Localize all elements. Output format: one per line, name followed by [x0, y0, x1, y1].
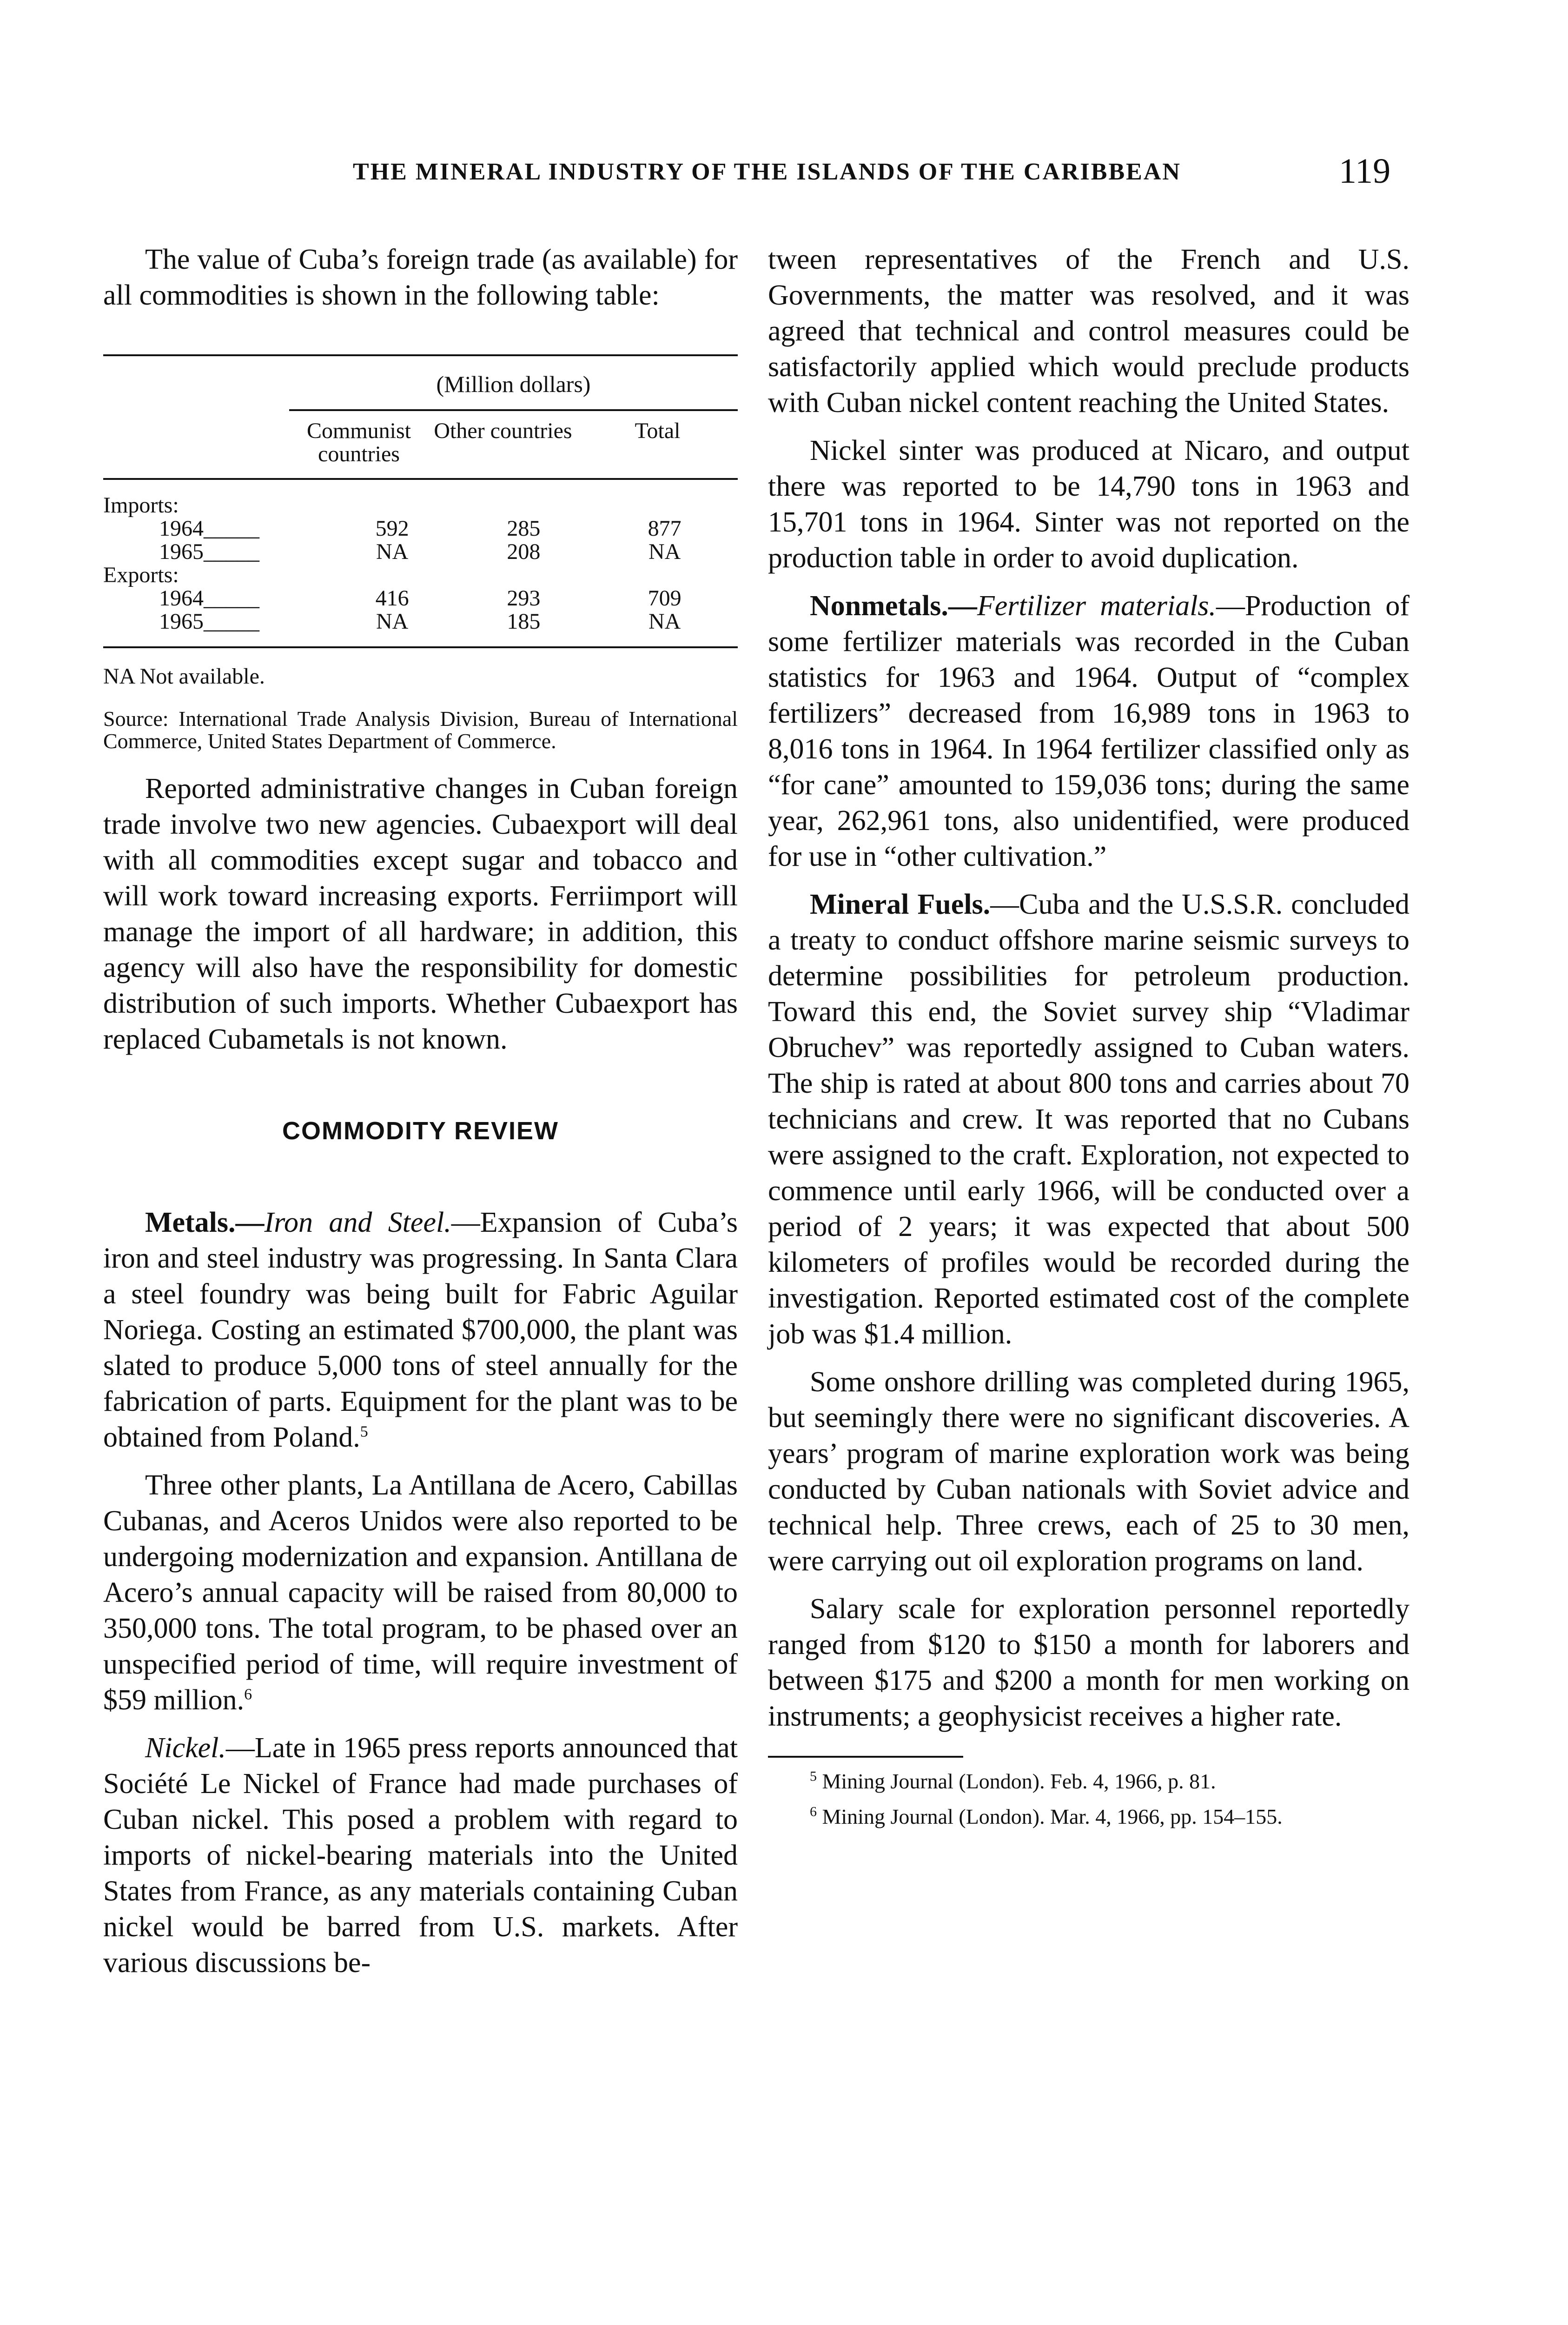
footnote-text: Mining Journal (London). Feb. 4, 1966, p. 81.: [822, 1769, 1216, 1793]
table-header-row: [103, 419, 738, 480]
cell-other: 185: [507, 609, 541, 634]
footnote-number: 5: [810, 1768, 817, 1784]
footnote-number: 6: [810, 1804, 817, 1820]
nickel-subhead: Nickel.: [145, 1732, 226, 1764]
cell-communist: 592: [375, 516, 409, 541]
cell-communist: 416: [375, 586, 409, 611]
footnote-ref-6: 6: [244, 1686, 252, 1703]
salary-paragraph: Salary scale for exploration personnel reportedly ranged from $120 to $150 a month for laborers and between $175 and $200 a month for men working on instruments; a geophysicist receives a higher rate.: [768, 1593, 1409, 1732]
cell-total: 877: [648, 516, 681, 541]
running-header: THE MINERAL INDUSTRY OF THE ISLANDS OF THE CARIBBEAN: [353, 159, 1181, 185]
cell-other: 293: [507, 586, 541, 611]
footnote-6: [768, 1805, 1409, 1828]
metals-subhead: Iron and Steel.: [264, 1207, 451, 1238]
plants-paragraph: [103, 1468, 738, 1718]
fuels-text: —Cuba and the U.S.S.R. concluded a treaty to conduct offshore marine seismic surveys to determine possibilities for petroleum production. Toward this end, the Soviet survey ship “Vladimar Obruchev” was reportedly assigned to Cuban waters. The ship is rated at about 800 tons and carries about 70 technicians and crew. It was reported that no Cubans were assigned to the craft. Exploration, not expected to commence until early 1966, will be conducted over a period of 2 years; it was expected that about 500 kilometers of profiles would be recorded during the investigation. Reported estimated cost of the complete job was $1.4 million.: [768, 889, 1409, 1350]
group-label-exports: Exports:: [103, 563, 179, 587]
table-unit: (Million dollars): [436, 371, 591, 397]
nonmetals-paragraph: [768, 588, 1409, 875]
intro-paragraph: The value of Cuba’s foreign trade (as available) for all commodities is shown in the following table:: [103, 244, 738, 311]
nickel-text: —Late in 1965 press reports announced that Société Le Nickel of France had made purchases of Cuban nickel. This posed a problem with regard to imports of nickel-bearing materials into the United States from France, as any materials containing Cuban nickel would be barred from U.S. markets. After various discussions be-: [103, 1732, 738, 1979]
row-year: 1965_____: [159, 609, 259, 634]
table-row: [103, 587, 738, 610]
cell-total: NA: [648, 609, 681, 634]
drilling-paragraph: Some onshore drilling was completed during 1965, but seemingly there were no significant discoveries. A years’ program of marine exploration work was being conducted by Cuban nationals with Soviet advice and technical help. Three crews, each of 25 to 30 men, were carrying out oil exploration programs on land.: [768, 1366, 1409, 1577]
table-body: [103, 480, 738, 648]
table-source: Source: International Trade Analysis Division, Bureau of International Commerce, United States Department of Commerce.: [103, 707, 738, 753]
nonmetals-runin: Nonmetals.—: [810, 590, 977, 622]
nonmetals-text: —Production of some fertilizer materials was recorded in the Cuban statistics for 1963 and 1964. Output of “complex fertilizers” decreased from 16,989 tons in 1963 to 8,016 tons in 1964. In 1964 fertilizer classified only as “for cane” amounted to 159,036 tons; during the same year, 262,961 tons, also unidentified, were produced for use in “other cultivation.”: [768, 590, 1409, 872]
footnote-rule: [768, 1756, 963, 1758]
footnote-text: Mining Journal (London). Mar. 4, 1966, pp. 154–155.: [822, 1805, 1283, 1828]
cell-other: 285: [507, 516, 541, 541]
table-row: [103, 540, 738, 564]
fuels-paragraph: [768, 887, 1409, 1352]
table-sub-rule: [289, 409, 738, 411]
nonmetals-subhead: Fertilizer materials.: [977, 590, 1217, 622]
plants-text: Three other plants, La Antillana de Acero, Cabillas Cubanas, and Aceros Unidos were also reported to be undergoing modernization and expansion. Antillana de Acero’s annual capacity will be raised from 80,000 to 350,000 tons. The total program, to be phased over an unspecified period of time, will require investment of $59 million.: [103, 1469, 738, 1716]
metals-paragraph: [103, 1205, 738, 1455]
cell-other: 208: [507, 539, 541, 564]
right-column: [768, 242, 1409, 1840]
row-year: 1964_____: [159, 586, 259, 611]
metals-runin: Metals.—: [145, 1207, 265, 1238]
admin-paragraph: Reported administrative changes in Cuban foreign trade involve two new agencies. Cubaexport will deal with all commodities except sugar and tobacco and will work toward increasing exports. Ferriimport will manage the import of all hardware; in addition, this agency will also have the responsibility for domestic distribution of such imports. Whether Cubaexport has replaced Cubametals is not known.: [103, 773, 738, 1055]
continued-paragraph: tween representatives of the French and U.S. Governments, the matter was resolved, and it was agreed that technical and control measures could be satisfactorily applied which would preclude products with Cuban nickel content reaching the United States.: [768, 244, 1409, 418]
metals-text: —Expansion of Cuba’s iron and steel industry was progressing. In Santa Clara a steel foundry was being built for Fabric Aguilar Noriega. Costing an estimated $700,000, the plant was slated to produce 5,000 tons of steel annually for the fabrication of parts. Equipment for the plant was to be obtained from Poland.: [103, 1207, 738, 1453]
row-year: 1964_____: [159, 516, 259, 541]
cell-total: NA: [648, 539, 681, 564]
group-label-imports: Imports:: [103, 493, 179, 518]
footnote-5: [768, 1770, 1409, 1793]
col-header-communist: Communist countries: [306, 418, 411, 466]
nickel-paragraph: [103, 1730, 738, 1981]
fuels-runin: Mineral Fuels.: [810, 889, 991, 920]
table-row: [103, 517, 738, 540]
row-year: 1965_____: [159, 539, 259, 564]
page-number: 119: [1339, 152, 1391, 191]
cell-total: 709: [648, 586, 681, 611]
sinter-paragraph: Nickel sinter was produced at Nicaro, and output there was reported to be 14,790 tons in 1963 and 15,701 tons in 1964. Sinter was not reported on the production table in order to avoid duplication.: [768, 435, 1409, 574]
table-top-rule: [103, 354, 738, 356]
trade-table: [103, 354, 738, 752]
col-header-total: Total: [635, 418, 681, 443]
cell-communist: NA: [376, 609, 409, 634]
table-note: NA Not available.: [103, 664, 265, 689]
table-row: [103, 610, 738, 633]
section-heading: COMMODITY REVIEW: [282, 1117, 559, 1145]
cell-communist: NA: [376, 539, 409, 564]
col-header-other: Other countries: [434, 418, 572, 443]
left-column: [103, 242, 738, 1993]
footnote-ref-5: 5: [360, 1423, 368, 1441]
